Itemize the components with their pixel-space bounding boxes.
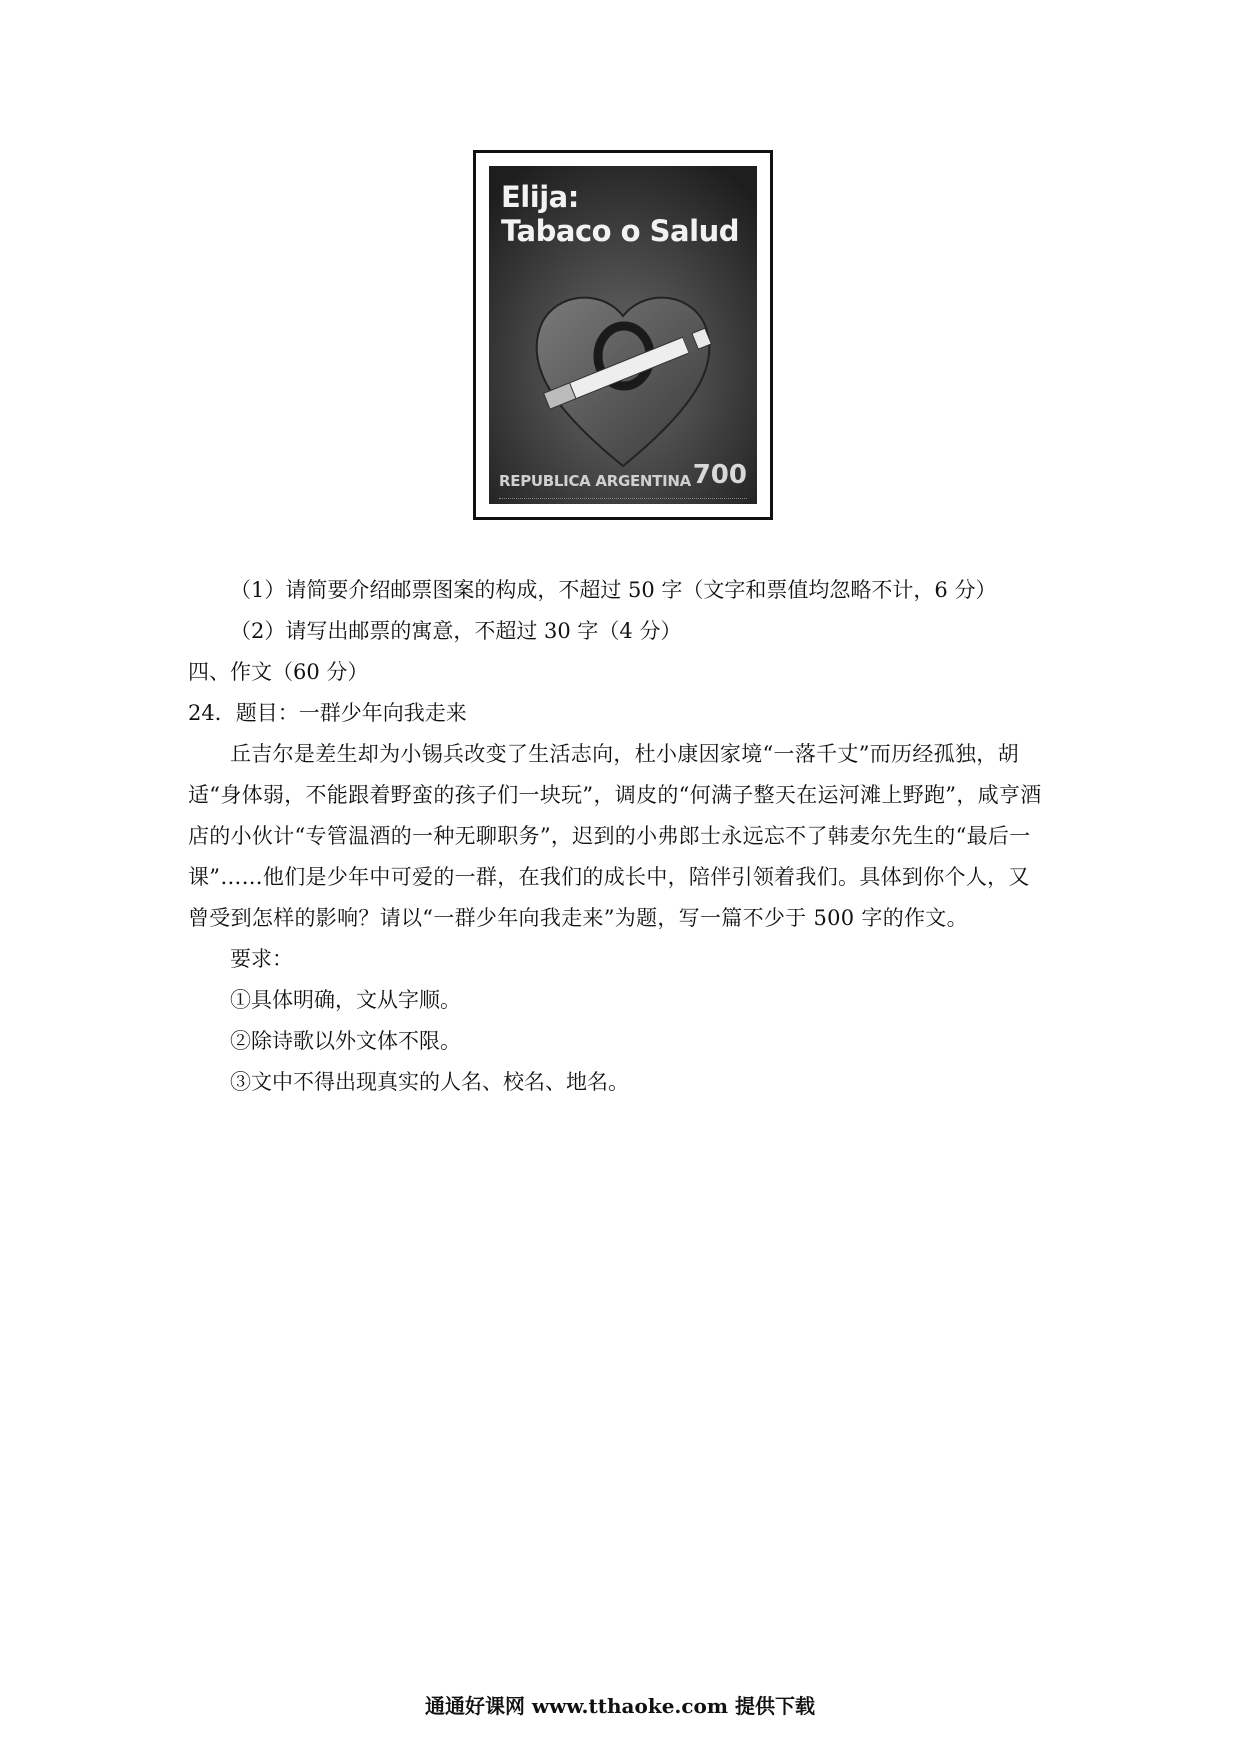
stamp-value: 700 [692,460,747,490]
essay-prompt-title: 24．题目：一群少年向我走来 [188,701,467,725]
section-title: 四、作文（60 分） [188,660,369,684]
stamp-artwork [489,166,757,504]
exam-text [188,570,1048,1103]
requirement-item: ③文中不得出现真实的人名、校名、地名。 [230,1070,629,1094]
question-2: （2）请写出邮票的寓意，不超过 30 字（4 分） [230,619,682,643]
stamp-image [473,150,773,520]
footer-source: 通通好课网 www.tthaoke.com 提供下载 [424,1694,816,1718]
stamp-fine-print [499,498,747,504]
requirement-item: ①具体明确，文从字顺。 [230,988,461,1012]
essay-prompt-paragraph: 丘吉尔是差生却为小锡兵改变了生活志向，杜小康因家境“一落千丈”而历经孤独，胡适“身体弱，不能跟着野蛮的孩子们一块玩”，调皮的“何满子整天在运河滩上野跑”，咸亨酒店的小伙计“专管温酒的一种无聊职务”，迟到的小弗郎士永远忘不了韩麦尔先生的“最后一课”……他们是少年中可爱的一群，在我们的成长中，陪伴引领着我们。具体到你个人，又曾受到怎样的影响？请以“一群少年向我走来”为题，写一篇不少于 500 字的作文。 [188,742,1042,930]
requirement-item: ②除诗歌以外文体不限。 [230,1029,461,1053]
stamp-title [501,180,739,248]
requirements-label: 要求： [230,947,293,971]
stamp-title-line1: Elija: [501,180,579,214]
stamp-country: REPUBLICA ARGENTINA [499,472,691,490]
stamp-title-line2: Tabaco o Salud [501,214,739,248]
question-1: （1）请简要介绍邮票图案的构成，不超过 50 字（文字和票值均忽略不计，6 分） [230,578,997,602]
